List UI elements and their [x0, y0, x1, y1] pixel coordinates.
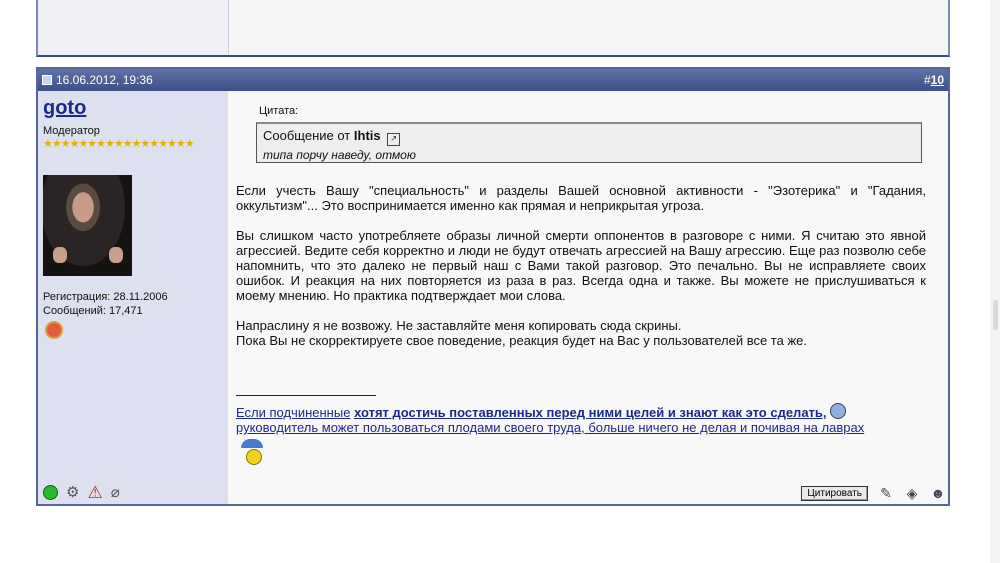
post-header [38, 69, 948, 91]
view-post-icon[interactable]: ↗ [387, 133, 400, 146]
quote-author: Ihtis [353, 128, 381, 143]
user-status-icons [43, 485, 120, 500]
report-user-icon[interactable]: ☻ [930, 485, 946, 501]
user-avatar[interactable] [43, 175, 132, 276]
umbrella-smiley-icon [241, 439, 263, 467]
multi-quote-icon[interactable]: ✎ [880, 485, 892, 501]
post-count: Сообщений: 17,471 [43, 305, 143, 317]
signature-divider [236, 395, 376, 396]
post-number [924, 73, 944, 87]
quote-label: Цитата: [259, 105, 299, 117]
post-content [228, 91, 948, 504]
message-body [236, 183, 926, 363]
quote-from [263, 128, 915, 146]
quote-from-prefix: Сообщение от [263, 128, 351, 143]
warning-icon[interactable]: ⚠ [87, 483, 103, 502]
avatar-detail [53, 247, 67, 263]
previous-post-bottom [36, 0, 950, 57]
post-actions [801, 485, 946, 501]
paperclip-icon[interactable]: ⌀ [110, 484, 120, 501]
rank-stars-icon: ★★★★★★★★★★★★★★★★★ [43, 138, 194, 150]
user-sidebar [38, 91, 229, 504]
forum-post [36, 67, 950, 506]
post-number-link[interactable]: 10 [930, 73, 944, 87]
message-paragraph: Если учесть Вашу "специальность" и разделы Вашей основной активности - "Эзотерика" и "Гадания, оккультизм"... Это воспринимается именно как прямая и неприкрытая угроза. [236, 183, 926, 213]
smiley-icon [830, 403, 846, 419]
page-scrollbar[interactable] [990, 0, 1000, 563]
username-link[interactable]: goto [43, 97, 87, 119]
post-number-prefix: # [923, 73, 931, 87]
registration-date: Регистрация: 28.11.2006 [43, 291, 168, 303]
previous-post-sidebar [38, 0, 229, 55]
umbrella-icon [241, 439, 263, 448]
profile-icon[interactable]: ⚙ [66, 484, 80, 501]
quote-box [256, 122, 922, 163]
post-date: 16.06.2012, 19:36 [56, 73, 153, 87]
reply-icon[interactable]: ◈ [906, 485, 918, 501]
signature-part-1: Если подчиненные [236, 405, 351, 420]
reputation-icon[interactable] [45, 321, 63, 339]
signature-part-2: хотят достичь поставленных перед ними целей и знают как это сделать, [354, 405, 827, 420]
smiley-face-icon [246, 449, 262, 465]
message-paragraph: Напраслину я не возвожу. Не заставляйте меня копировать сюда скрины. Пока Вы не скорректируете свое поведение, реакция будет на Вас у пользователей все та же. [236, 318, 807, 348]
signature[interactable] [236, 403, 946, 435]
avatar-detail [109, 247, 123, 263]
quote-button[interactable]: Цитировать [801, 486, 868, 501]
signature-part-3: руководитель может пользоваться плодами своего труда, больше ничего не делая и почивая на лаврах [236, 420, 865, 435]
message-paragraph: Вы слишком часто употребляете образы личной смерти оппонентов в разговоре с ними. Я считаю это явной агрессией. Ведите себя корректно и люди не будут отвечать агрессией на Вашу агрессию. Еще раз позволю себе напомнить, что это далеко не первый наш с Вами такой разговор. Это печально. Вы не исправляете своих ошибок. И реакция на них повторяется из раза в раз. Всегда одна и также. Вы можете не прислушиваться к моему мнению. Но практика подтверждает мои слова. [236, 228, 926, 303]
online-status-icon [43, 485, 58, 500]
post-date-icon [42, 75, 52, 85]
quote-text: типа порчу наведу, отмою [263, 148, 416, 162]
user-title: Модератор [43, 125, 100, 137]
scrollbar-thumb[interactable] [993, 300, 998, 330]
